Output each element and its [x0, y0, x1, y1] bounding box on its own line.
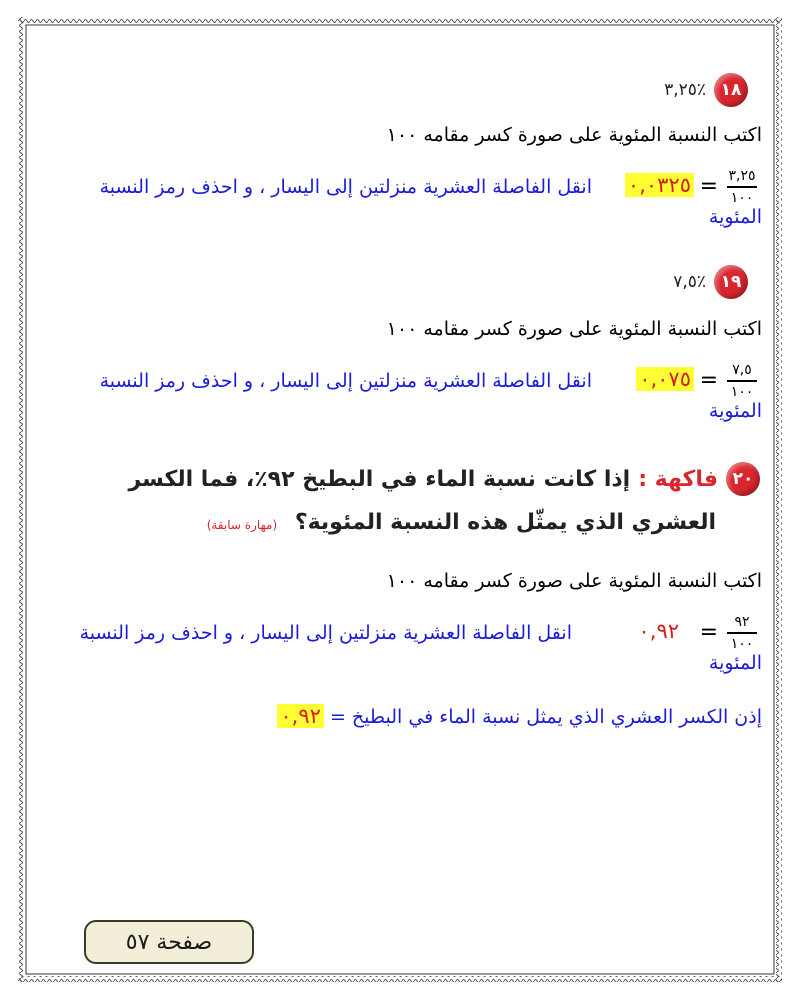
problem-number-badge: ٢٠: [726, 462, 760, 496]
step-text: انقل الفاصلة العشرية منزلتين إلى اليسار ، و احذف رمز النسبة: [99, 370, 592, 392]
problem-percent: ٪٧,٥: [673, 272, 706, 292]
problem-19-instruction: اكتب النسبة المئوية على صورة كسر مقامه ١٠٠: [386, 318, 762, 340]
highlighted-answer: ٠,٩٢: [277, 704, 324, 728]
fraction-bar: [727, 380, 757, 382]
problem-19-header: [673, 262, 748, 302]
page-number-label: صفحة ٥٧: [84, 920, 254, 964]
step-text-continued: المئوية: [708, 400, 762, 422]
equals-sign: =: [699, 620, 718, 645]
problem-18-header: [664, 70, 748, 110]
highlighted-answer: ٠,٠٧٥: [636, 367, 694, 391]
prior-skill-note: (مهارة سابقة): [206, 518, 278, 532]
problem-percent: ٪٣,٢٥: [664, 80, 706, 100]
word-problem-label: فاكهة :: [638, 466, 718, 492]
step-text: انقل الفاصلة العشرية منزلتين إلى اليسار ، و احذف رمز النسبة: [99, 176, 592, 198]
problem-20-instruction: اكتب النسبة المئوية على صورة كسر مقامه ١٠٠: [386, 570, 762, 592]
fraction-numerator: ٣,٢٥: [728, 168, 756, 184]
conclusion-line: [277, 704, 762, 728]
equals-sign: =: [699, 368, 718, 393]
step-text-continued: المئوية: [708, 652, 762, 674]
fraction: [722, 614, 762, 652]
conclusion-text: إذن الكسر العشري الذي يمثل نسبة الماء في البطيخ =: [329, 706, 762, 728]
highlighted-answer: ٠,٠٣٢٥: [625, 173, 694, 197]
word-problem-text-line1: إذا كانت نسبة الماء في البطيخ ٩٢٪، فما الكسر: [128, 466, 631, 492]
fraction-denominator: ١٠٠: [730, 383, 754, 400]
answer-value: ٠,٩٢: [638, 619, 679, 643]
step-text: انقل الفاصلة العشرية منزلتين إلى اليسار ، و احذف رمز النسبة: [79, 622, 572, 644]
fraction-numerator: ٩٢: [734, 614, 750, 630]
fraction-bar: [727, 186, 757, 188]
fraction: [722, 362, 762, 400]
problem-18-instruction: اكتب النسبة المئوية على صورة كسر مقامه ١٠٠: [386, 124, 762, 146]
problem-19-calculation: [40, 362, 762, 422]
word-problem-text-line2: العشري الذي يمثّل هذه النسبة المئوية؟: [294, 510, 716, 535]
problem-20-calculation: [40, 614, 762, 674]
step-text-continued: المئوية: [708, 206, 762, 228]
problem-number-badge: ١٨: [714, 73, 748, 107]
problem-number-badge: ١٩: [714, 265, 748, 299]
fraction-numerator: ٧,٥: [732, 362, 752, 378]
fraction: [722, 168, 762, 206]
fraction-bar: [727, 632, 757, 634]
fraction-denominator: ١٠٠: [730, 635, 754, 652]
fraction-denominator: ١٠٠: [730, 189, 754, 206]
problem-18-calculation: [40, 168, 762, 228]
equals-sign: =: [699, 174, 718, 199]
problem-20-word-problem: [128, 462, 760, 535]
